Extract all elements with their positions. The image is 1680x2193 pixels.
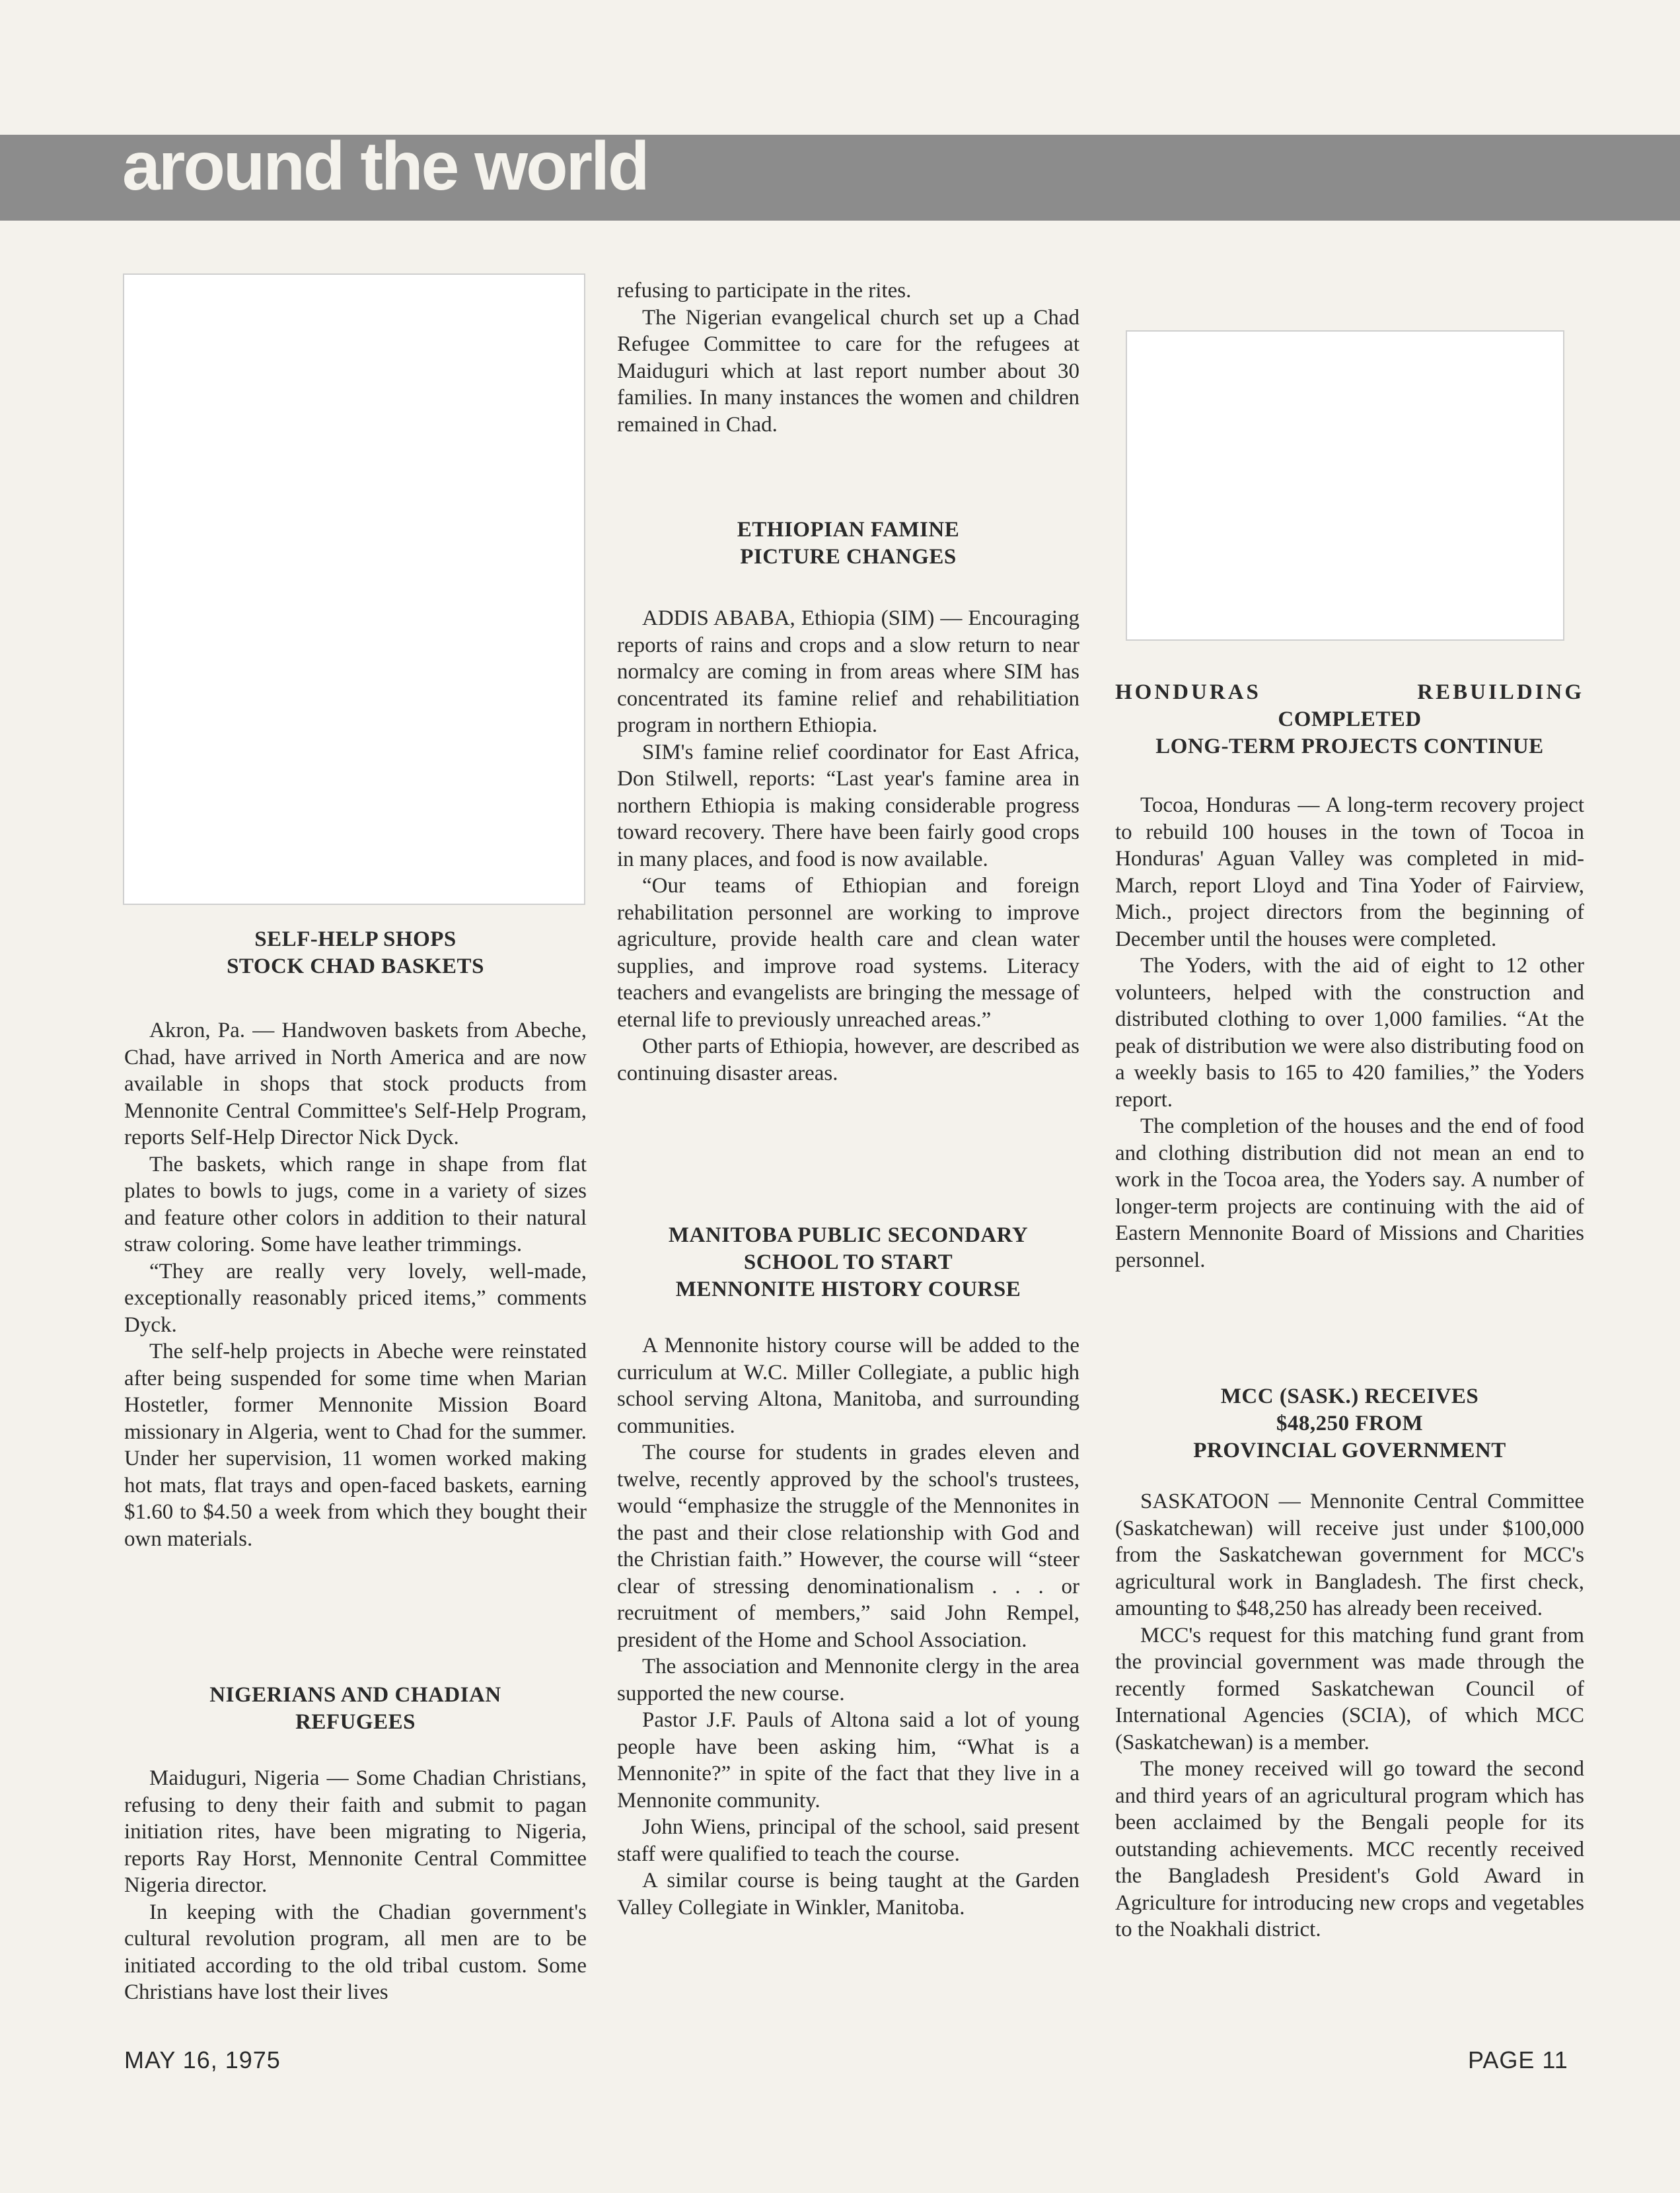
article-paragraph: Pastor J.F. Pauls of Altona said a lot of young people have been asking him, “What is a Mennonite?” in spite of the fact that they live in a Mennonite community. [617,1708,1079,1813]
article-honduras [1115,679,1584,1274]
photo-placeholder-right [1126,330,1564,641]
article-paragraph: The money received will go toward the second and third years of an agricultural program which has been acclaimed by the Bengali people for its outstanding achievements. MCC recently received the Bangladesh President's Gold Award in Agriculture for introducing new crops and vegetables to the Noakhali district. [1115,1757,1584,1941]
article-paragraph: SIM's famine relief coordinator for East Africa, Don Stilwell, reports: “Last year's famine area in northern Ethiopia is making considerable progress toward recovery. There have been fairly good crops in many places, and food is now available. [617,740,1079,871]
article-ethiopia [617,517,1079,1087]
article-paragraph: The course for students in grades eleven and twelve, recently approved by the school's trustees, would “emphasize the struggle of the Mennonites in the past and their close relationship with God and the Christian faith.” However, the course will “steer clear of stressing denominationalism . . . or recruitment of members,” said John Rempel, president of the Home and School Association. [617,1441,1079,1652]
article-paragraph: SASKATOON — Mennonite Central Committee (Saskatchewan) will receive just under $100,000 from the Saskatchewan government for MCC's agricultural work in Bangladesh. The first check, amounting to $48,250 has already been received. [1115,1490,1584,1620]
article-paragraph: The Nigerian evangelical church set up a Chad Refugee Committee to care for the refugees at Maiduguri which at last report number about 30 families. In many instances the women and children remained in Chad. [617,305,1079,437]
photo-placeholder-left [123,273,585,905]
article-headline: ETHIOPIAN FAMINE PICTURE CHANGES [737,518,960,569]
article-paragraph: The association and Mennonite clergy in the area supported the new course. [617,1655,1079,1706]
article-paragraph: Akron, Pa. — Handwoven baskets from Abeche, Chad, have arrived in North America and are now available in shops that stock products from Mennonite Central Committee's Self-Help Program, reports Self-Help Director Nick Dyck. [124,1019,587,1149]
article-paragraph: MCC's request for this matching fund grant from the provincial government was made through the recently formed Saskatchewan Council of International Agencies (SCIA), of which MCC (Saskatchewan) is a member. [1115,1623,1584,1754]
article-paragraph: In keeping with the Chadian government's cultural revolution program, all men are to be initiated according to the old tribal custom. Some Christians have lost their lives [124,1900,587,2004]
article-paragraph: “Our teams of Ethiopian and foreign rehabilitation personnel are working to improve agriculture, provide health care and clean water supplies, and improve road systems. Literacy teachers and evangelists are bringing the message of eternal life to previously unreached areas.” [617,874,1079,1032]
nigerians-continuation [617,277,1079,438]
article-chad-baskets [124,926,587,1552]
article-paragraph: Other parts of Ethiopia, however, are described as continuing disaster areas. [617,1034,1079,1085]
article-paragraph: The completion of the houses and the end of food and clothing distribution did not mean an end to work in the Tocoa area, the Yoders say. A number of longer-term projects are continuing with the aid of Eastern Mennonite Board of Missions and Charities personnel. [1115,1114,1584,1272]
issue-date: MAY 16, 1975 [124,2046,281,2073]
article-headline: MCC (SASK.) RECEIVES $48,250 FROM PROVINCIAL GOVERNMENT [1193,1384,1506,1462]
article-headline: SELF-HELP SHOPS STOCK CHAD BASKETS [227,927,484,978]
article-headline: MANITOBA PUBLIC SECONDARY SCHOOL TO START MENNONITE HISTORY COURSE [668,1223,1029,1301]
article-paragraph: The baskets, which range in shape from flat plates to bowls to jugs, come in a variety of sizes and feature other colors in addition to their natural straw coloring. Some have leather trimmings. [124,1152,587,1256]
article-nigerians [124,1682,587,2006]
page-number: PAGE 11 [1468,2046,1568,2073]
article-paragraph: The self-help projects in Abeche were reinstated after being suspended for some time when Marian Hostetler, former Mennonite Mission Board missionary in Algeria, went to Chad for the summer. Under her supervision, 11 women worked making hot mats, flat trays and open-faced baskets, earning $1.60 to $4.50 a week from which they bought their own materials. [124,1340,587,1551]
article-paragraph: Tocoa, Honduras — A long-term recovery project to rebuild 100 houses in the town of Tocoa in Honduras' Aguan Valley was completed in mid-March, report Lloyd and Tina Yoder of Fairview, Mich., project directors from the beginning of December until the houses were completed. [1115,793,1584,951]
article-headline: HONDURAS REBUILDING COMPLETED LONG-TERM PROJECTS CONTINUE [1115,680,1584,758]
section-title: around the world [122,128,648,205]
article-paragraph: Maiduguri, Nigeria — Some Chadian Christians, refusing to deny their faith and submit to pagan initiation rites, have been migrating to Nigeria, reports Ray Horst, Mennonite Central Committee Nigeria director. [124,1766,587,1897]
article-mcc-sask [1115,1383,1584,1943]
article-paragraph: “They are really very lovely, well-made, exceptionally reasonably priced items,” comments Dyck. [124,1259,587,1337]
article-paragraph: ADDIS ABABA, Ethiopia (SIM) — Encouraging reports of rains and crops and a slow return to near normalcy are coming in from areas where SIM has concentrated its famine relief and rehabilitiation program in northern Ethiopia. [617,606,1079,737]
article-manitoba [617,1222,1079,1921]
article-paragraph: The Yoders, with the aid of eight to 12 other volunteers, helped with the construction and distributed clothing to over 1,000 families. “At the peak of distribution we were also distributing food on a weekly basis to 165 to 420 families,” the Yoders report. [1115,954,1584,1112]
article-paragraph: refusing to participate in the rites. [617,279,912,303]
article-paragraph: John Wiens, principal of the school, said present staff were qualified to teach the course. [617,1815,1079,1866]
article-paragraph: A similar course is being taught at the Garden Valley Collegiate in Winkler, Manitoba. [617,1869,1079,1920]
article-paragraph: A Mennonite history course will be added to the curriculum at W.C. Miller Collegiate, a public high school serving Altona, Manitoba, and surrounding communities. [617,1334,1079,1438]
article-headline: NIGERIANS AND CHADIAN REFUGEES [209,1683,501,1734]
